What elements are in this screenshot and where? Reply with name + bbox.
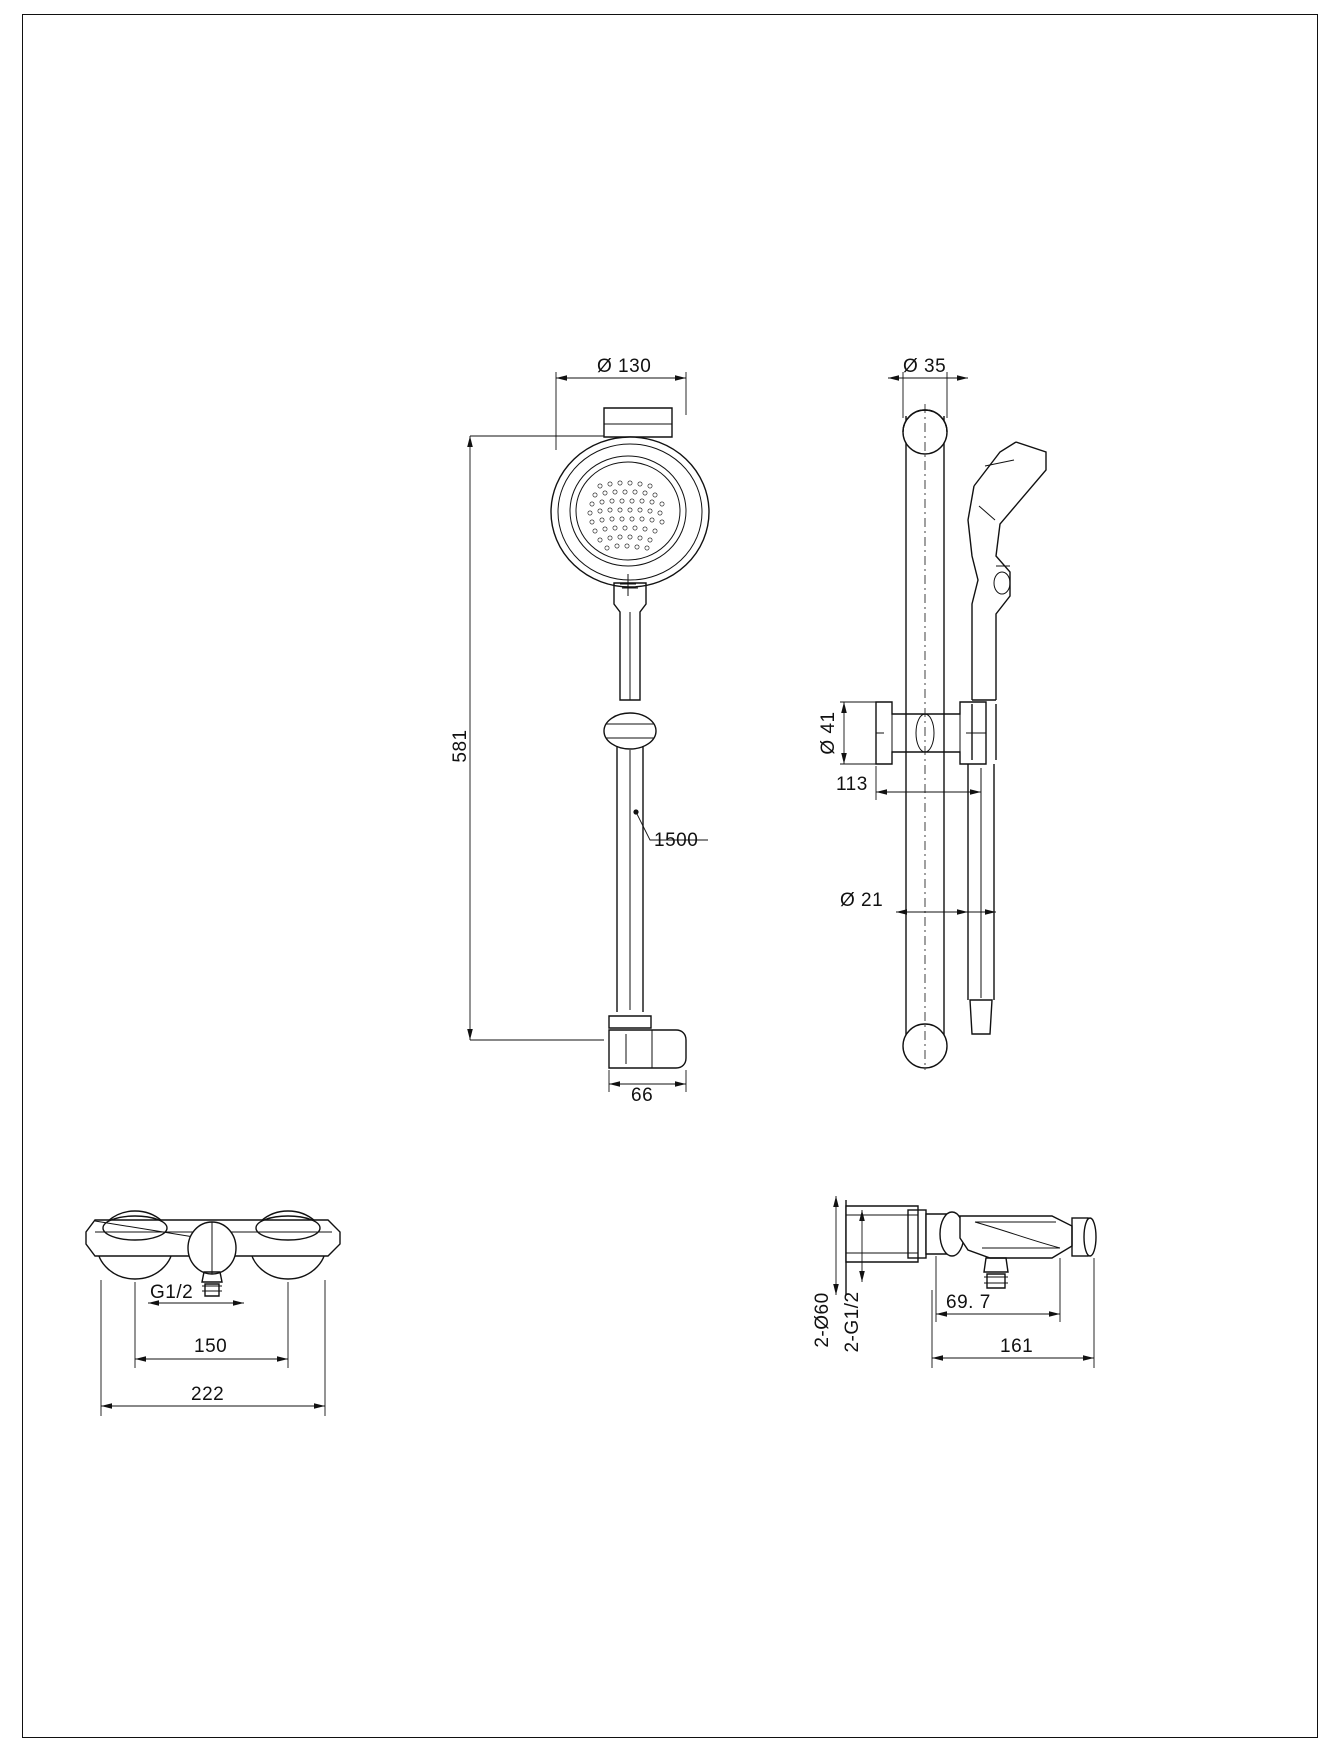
view-handshower-front	[450, 356, 709, 1106]
dim-bracket-diameter: Ø 41	[818, 711, 839, 755]
view-slide-rail	[818, 356, 1046, 1070]
dim-body-width: 222	[191, 1384, 225, 1405]
dim-bracket-offset: 113	[836, 774, 868, 795]
dim-outlet-width: 66	[631, 1085, 654, 1106]
dim-rail-diameter: Ø 35	[903, 356, 947, 377]
dim-hose-length: 1500	[654, 830, 699, 851]
dim-hose-diameter: Ø 21	[840, 890, 884, 911]
dim-inlet-centers: 150	[194, 1336, 228, 1357]
view-mixer-side	[812, 1196, 1096, 1368]
dim-spout-projection: 69. 7	[946, 1292, 991, 1313]
dim-head-diameter: Ø 130	[597, 356, 652, 377]
dim-inlet-thread: G1/2	[150, 1282, 194, 1303]
dim-overall-height: 581	[450, 729, 471, 763]
dim-inlet-threads: 2-G1/2	[842, 1291, 863, 1353]
dim-escutcheon-diameter: 2-Ø60	[812, 1292, 833, 1348]
view-mixer-top	[86, 1211, 340, 1416]
dim-overall-projection: 161	[1000, 1336, 1034, 1357]
